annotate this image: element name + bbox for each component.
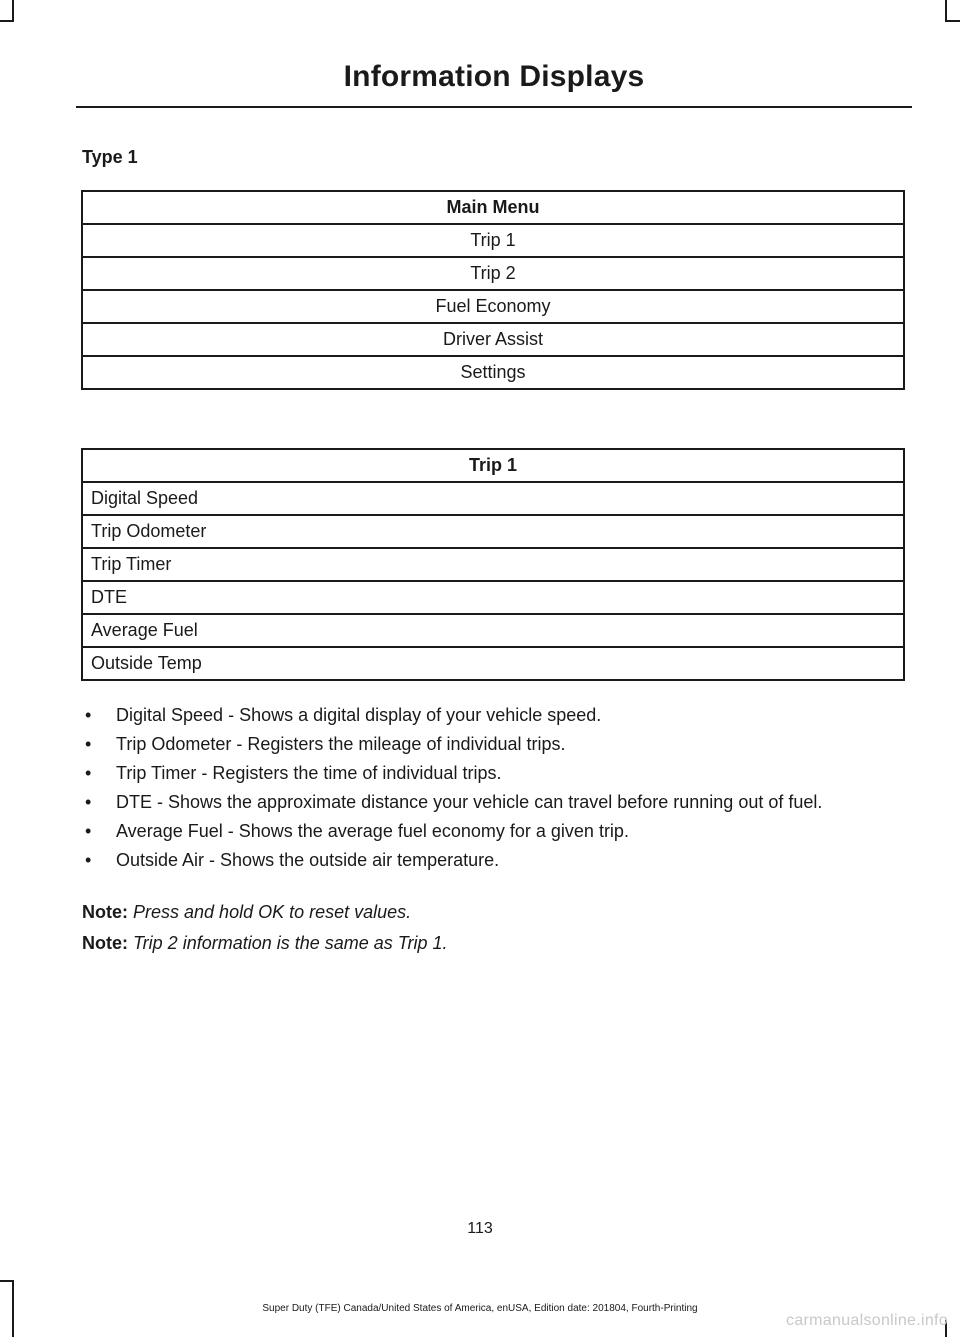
table-cell: Settings bbox=[82, 356, 904, 389]
table-row bbox=[82, 581, 904, 614]
table-cell: DTE bbox=[82, 581, 904, 614]
table-row bbox=[82, 290, 904, 323]
list-item: • Digital Speed - Shows a digital display of your vehicle speed. bbox=[82, 705, 912, 726]
table-cell: Trip 1 bbox=[82, 224, 904, 257]
note-text: Trip 2 information is the same as Trip 1. bbox=[133, 933, 448, 953]
page-number: 113 bbox=[467, 1220, 493, 1237]
table-cell: Digital Speed bbox=[82, 482, 904, 515]
list-item: • Trip Timer - Registers the time of individual trips. bbox=[82, 763, 912, 784]
table-row bbox=[82, 356, 904, 389]
trip1-table bbox=[81, 448, 905, 681]
list-item: • DTE - Shows the approximate distance your vehicle can travel before running out of fuel. bbox=[82, 792, 912, 813]
section-heading: Type 1 bbox=[82, 147, 138, 167]
table-header-row bbox=[82, 191, 904, 224]
table-row bbox=[82, 515, 904, 548]
page-title: Information Displays bbox=[343, 60, 645, 93]
table-cell: Average Fuel bbox=[82, 614, 904, 647]
page-header bbox=[76, 58, 912, 108]
table-row bbox=[82, 647, 904, 680]
crop-mark-top-right-horizontal bbox=[945, 20, 960, 22]
table-cell: Trip Timer bbox=[82, 548, 904, 581]
note-trip2 bbox=[82, 932, 447, 954]
table-row bbox=[82, 548, 904, 581]
list-item: • Trip Odometer - Registers the mileage of individual trips. bbox=[82, 734, 912, 755]
table-header-cell: Main Menu bbox=[82, 191, 904, 224]
table-cell: Trip 2 bbox=[82, 257, 904, 290]
note-label: Note: bbox=[82, 933, 128, 953]
crop-mark-top-left-vertical bbox=[12, 0, 14, 20]
crop-mark-bottom-left-horizontal bbox=[0, 1280, 14, 1282]
note-text: Press and hold OK to reset values. bbox=[133, 902, 412, 922]
note-reset bbox=[82, 901, 411, 923]
table-row bbox=[82, 482, 904, 515]
table-cell: Fuel Economy bbox=[82, 290, 904, 323]
table-row bbox=[82, 614, 904, 647]
crop-mark-top-right-vertical bbox=[945, 0, 947, 20]
list-item: • Outside Air - Shows the outside air temperature. bbox=[82, 850, 912, 871]
table-row bbox=[82, 323, 904, 356]
list-item: • Average Fuel - Shows the average fuel economy for a given trip. bbox=[82, 821, 912, 842]
main-menu-table bbox=[81, 190, 905, 390]
table-row bbox=[82, 224, 904, 257]
note-label: Note: bbox=[82, 902, 128, 922]
edition-footer: Super Duty (TFE) Canada/United States of America, enUSA, Edition date: 201804, Fourth-Printing bbox=[262, 1303, 698, 1314]
table-header-row bbox=[82, 449, 904, 482]
table-header-cell: Trip 1 bbox=[82, 449, 904, 482]
crop-mark-top-left-horizontal bbox=[0, 20, 14, 22]
table-cell: Outside Temp bbox=[82, 647, 904, 680]
table-cell: Driver Assist bbox=[82, 323, 904, 356]
watermark: carmanualsonline.info bbox=[786, 1312, 948, 1329]
bullet-list bbox=[82, 705, 912, 879]
table-cell: Trip Odometer bbox=[82, 515, 904, 548]
table-row bbox=[82, 257, 904, 290]
